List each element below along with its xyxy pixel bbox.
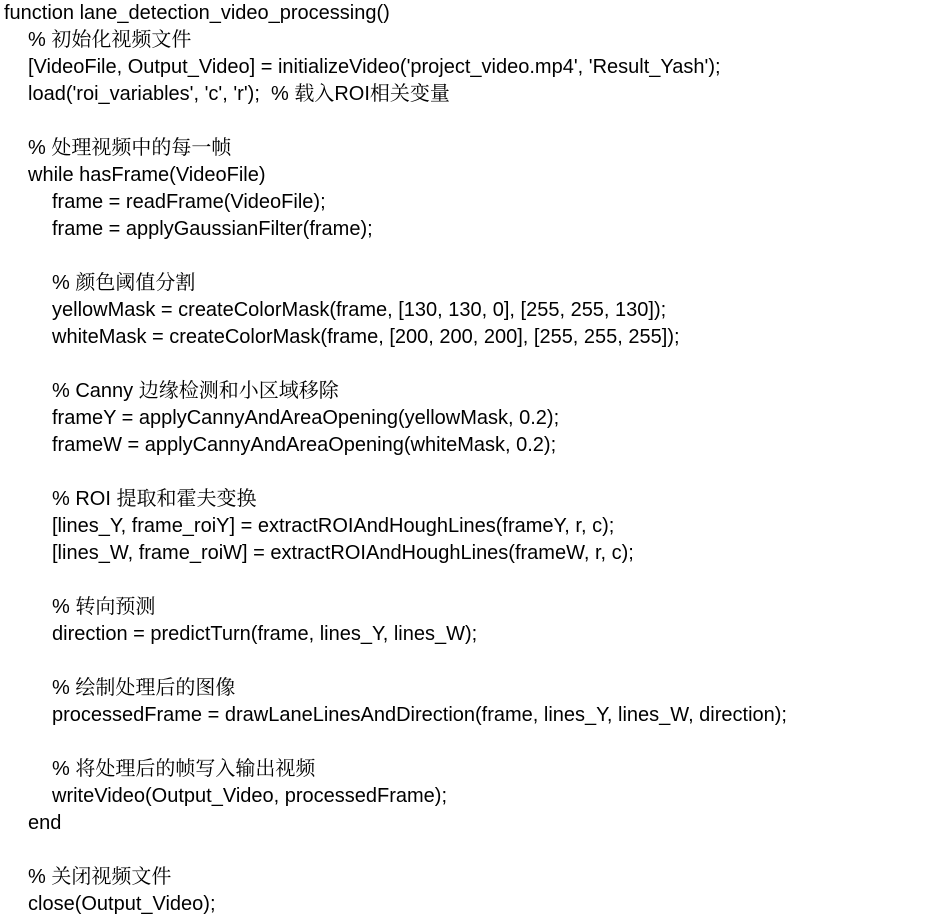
code-line: whiteMask = createColorMask(frame, [200, 200, 200], [255, 255, 255]);: [52, 326, 680, 348]
code-line: [VideoFile, Output_Video] = initializeVideo('project_video.mp4', 'Result_Yash');: [28, 56, 721, 78]
code-line: [4, 459, 929, 486]
code-line: load('roi_variables', 'c', 'r'); % 载入ROI相关变量: [28, 83, 450, 105]
code-line: [4, 243, 929, 270]
code-line: [lines_W, frame_roiW] = extractROIAndHoughLines(frameW, r, c);: [52, 542, 634, 564]
code-line: [4, 837, 929, 864]
code-line: [4, 729, 929, 756]
code-line: [4, 648, 929, 675]
code-line: [lines_Y, frame_roiY] = extractROIAndHoughLines(frameY, r, c);: [52, 515, 615, 537]
code-comment-line: % Canny 边缘检测和小区域移除: [52, 380, 339, 402]
code-line: end: [28, 812, 62, 834]
code-comment-line: % 绘制处理后的图像: [52, 677, 236, 699]
code-line: [4, 567, 929, 594]
code-line: close(Output_Video);: [28, 893, 216, 915]
code-line: processedFrame = drawLaneLinesAndDirection(frame, lines_Y, lines_W, direction);: [52, 704, 787, 726]
code-comment-line: % 转向预测: [52, 596, 156, 618]
code-line: [4, 108, 929, 135]
code-line: frame = readFrame(VideoFile);: [52, 191, 326, 213]
code-line: frame = applyGaussianFilter(frame);: [52, 218, 373, 240]
code-line: [4, 351, 929, 378]
code-line: frameY = applyCannyAndAreaOpening(yellowMask, 0.2);: [52, 407, 560, 429]
code-comment-line: % ROI 提取和霍夫变换: [52, 488, 257, 510]
code-comment-line: % 处理视频中的每一帧: [28, 137, 232, 159]
code-line: yellowMask = createColorMask(frame, [130, 130, 0], [255, 255, 130]);: [52, 299, 667, 321]
code-line: direction = predictTurn(frame, lines_Y, lines_W);: [52, 623, 478, 645]
code-line: writeVideo(Output_Video, processedFrame);: [52, 785, 448, 807]
code-comment-line: % 初始化视频文件: [28, 29, 192, 51]
code-line: function lane_detection_video_processing(): [4, 2, 390, 24]
code-block: [4, 0, 929, 918]
code-comment-line: % 颜色阈值分割: [52, 272, 196, 294]
code-line: frameW = applyCannyAndAreaOpening(whiteMask, 0.2);: [52, 434, 557, 456]
code-line: while hasFrame(VideoFile): [28, 164, 266, 186]
code-comment-line: % 关闭视频文件: [28, 866, 172, 888]
code-comment-line: % 将处理后的帧写入输出视频: [52, 758, 316, 780]
